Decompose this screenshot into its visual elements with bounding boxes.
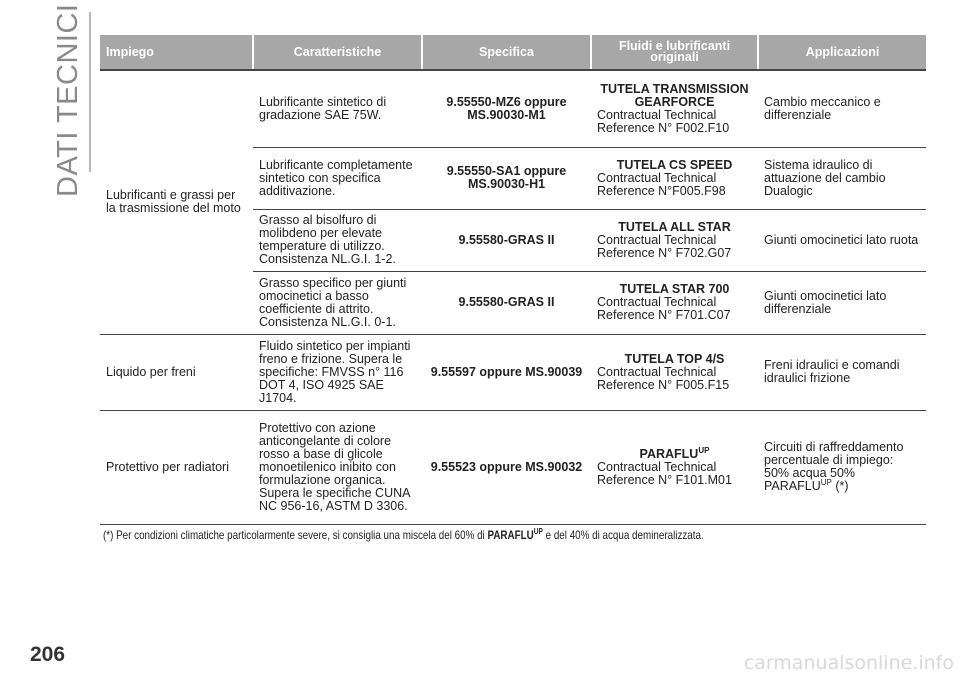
section-title: DATI TECNICI xyxy=(52,3,84,197)
product-reference: Contractual Technical Reference N°F005.F98 xyxy=(597,170,726,198)
cell-applicazioni: Circuiti di raffreddamento percentuale di impiego: 50% acqua 50% $PARAFLU^{UP}$ (*) xyxy=(758,410,926,524)
cell-prodotto xyxy=(591,271,758,334)
cell-specifica: 9.55550-SA1 oppure MS.90030-H1 xyxy=(422,147,591,209)
section-divider xyxy=(89,12,91,172)
footnote: (*) Per condizioni climatiche particolarmente severe, si consiglia una miscela del 60% di $PARAFLU^{UP}$ e del 40% di acqua demineralizzata. xyxy=(103,527,704,542)
cell-prodotto xyxy=(591,334,758,410)
cell-caratteristiche: Protettivo con azione anticongelante di colore rosso a base di glicole monoetilenico inibito con formulazione organica. Supera le specifiche CUNA NC 956-16, ASTM D 3306. xyxy=(253,410,422,524)
cell-applicazioni: Giunti omocinetici lato differenziale xyxy=(758,271,926,334)
table-row xyxy=(100,70,926,147)
cell-specifica: 9.55550-MZ6 oppure MS.90030-M1 xyxy=(422,70,591,147)
watermark: carmanualsonline.info xyxy=(743,652,954,674)
cell-applicazioni: Sistema idraulico di attuazione del cambio Dualogic xyxy=(758,147,926,209)
group-cell-protettivo: Protettivo per radiatori xyxy=(100,410,253,524)
cell-caratteristiche: Fluido sintetico per impianti freno e frizione. Supera le specifiche: FMVSS n° 116 DOT 4, ISO 4925 SAE J1704. xyxy=(253,334,422,410)
product-name: TUTELA TOP 4/S xyxy=(624,351,725,366)
cell-prodotto xyxy=(591,209,758,271)
cell-specifica: 9.55597 oppure MS.90039 xyxy=(422,334,591,410)
cell-specifica: 9.55523 oppure MS.90032 xyxy=(422,410,591,524)
cell-caratteristiche: Lubrificante completamente sintetico con specifica additivazione. xyxy=(253,147,422,209)
table-row xyxy=(100,410,926,524)
cell-specifica: 9.55580-GRAS II xyxy=(422,209,591,271)
product-reference: Contractual Technical Reference N° F101.M01 xyxy=(597,459,732,487)
header-applicazioni: Applicazioni xyxy=(758,35,926,70)
cell-caratteristiche: Grasso al bisolfuro di molibdeno per elevate temperature di utilizzo. Consistenza NL.G.I. 1-2. xyxy=(253,209,422,271)
cell-applicazioni: Cambio meccanico e differenziale xyxy=(758,70,926,147)
group-cell-lubrificanti: Lubrificanti e grassi per la trasmissione del moto xyxy=(100,70,253,334)
product-name: TUTELA CS SPEED xyxy=(616,157,733,172)
product-reference: Contractual Technical Reference N° F702.G07 xyxy=(597,232,732,260)
header-impiego: Impiego xyxy=(100,35,253,70)
product-reference: Contractual Technical Reference N° F701.C07 xyxy=(597,295,731,322)
table-row xyxy=(100,334,926,410)
product-name: TUTELA STAR 700 xyxy=(619,282,730,296)
product-reference: Contractual Technical Reference N° F002.F10 xyxy=(597,107,730,135)
product-name: TUTELA TRANSMISSION GEARFORCE xyxy=(600,81,749,109)
group-cell-liquido: Liquido per freni xyxy=(100,334,253,410)
lubricants-table xyxy=(100,35,926,525)
product-reference: Contractual Technical Reference N° F005.F15 xyxy=(597,364,730,392)
page-number: 206 xyxy=(30,643,66,666)
cell-caratteristiche: Grasso specifico per giunti omocinetici a basso coefficiente di attrito. Consistenza NL.G.I. 0-1. xyxy=(253,271,422,334)
product-name: $PARAFLU^{UP}$ xyxy=(639,445,710,461)
cell-prodotto xyxy=(591,70,758,147)
product-name: TUTELA ALL STAR xyxy=(618,219,731,234)
cell-prodotto xyxy=(591,147,758,209)
header-caratteristiche: Caratteristiche xyxy=(253,35,422,70)
table-header-row xyxy=(100,35,926,70)
cell-applicazioni: Freni idraulici e comandi idraulici frizione xyxy=(758,334,926,410)
header-fluidi: Fluidi e lubrificanti originali xyxy=(591,35,758,70)
cell-prodotto xyxy=(591,410,758,524)
cell-specifica: 9.55580-GRAS II xyxy=(422,271,591,334)
header-specifica: Specifica xyxy=(422,35,591,70)
cell-applicazioni: Giunti omocinetici lato ruota xyxy=(758,209,926,271)
cell-caratteristiche: Lubrificante sintetico di gradazione SAE 75W. xyxy=(253,70,422,147)
